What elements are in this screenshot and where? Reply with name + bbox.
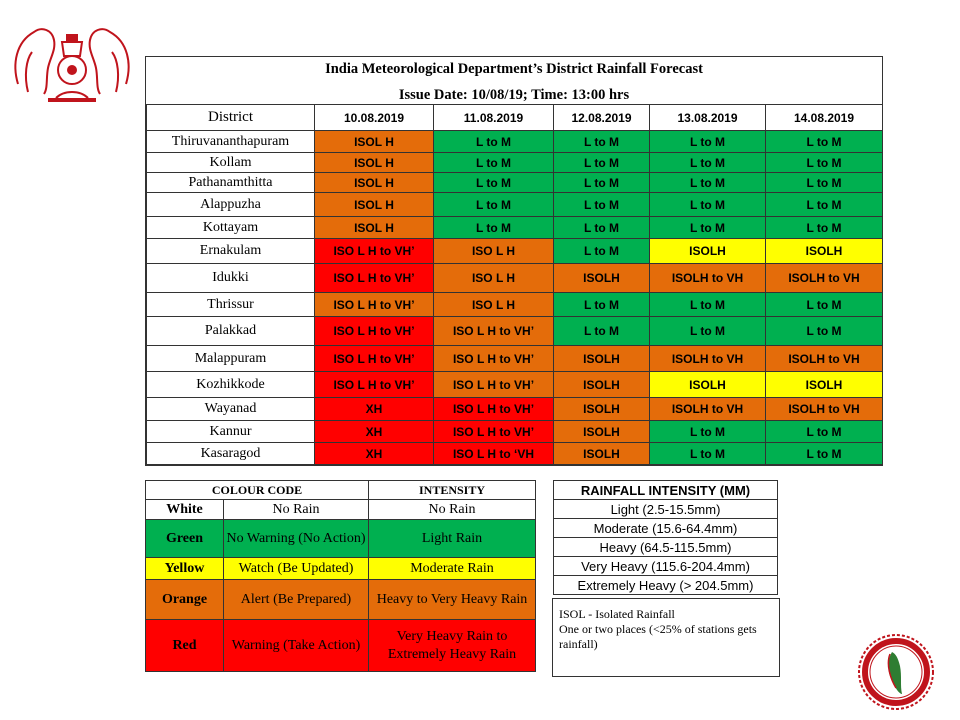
forecast-cell: L to M: [554, 131, 650, 153]
intensity-header: INTENSITY: [369, 481, 536, 500]
forecast-title: India Meteorological Department’s District Rainfall Forecast: [325, 61, 703, 77]
issue-date-time: Issue Date: 10/08/19; Time: 13:00 hrs: [398, 87, 630, 103]
forecast-cell: L to M: [650, 443, 766, 465]
date-column-header: 12.08.2019: [554, 105, 650, 131]
forecast-cell: L to M: [434, 193, 554, 217]
forecast-cell: ISOLH: [650, 372, 766, 398]
forecast-cell: ISO L H: [434, 264, 554, 293]
district-row: [147, 293, 883, 317]
forecast-cell: L to M: [554, 317, 650, 346]
forecast-cell: L to M: [650, 173, 766, 193]
district-name: Wayanad: [147, 398, 315, 421]
colour-code-row: [146, 558, 536, 580]
colour-meaning: Watch (Be Updated): [224, 558, 369, 580]
district-row: [147, 239, 883, 264]
forecast-cell: ISO L H to VH’: [315, 346, 434, 372]
forecast-cell: ISOLH: [554, 421, 650, 443]
isol-note-line2: One or two places (<25% of stations gets rainfall): [559, 622, 757, 651]
forecast-cell: ISOLH: [554, 398, 650, 421]
rainfall-intensity-row: [554, 500, 778, 519]
colour-name: Orange: [146, 580, 224, 620]
forecast-cell: ISOLH: [650, 239, 766, 264]
colour-name: Green: [146, 520, 224, 558]
forecast-cell: ISOLH to VH: [650, 398, 766, 421]
district-row: [147, 443, 883, 465]
colour-code-table: [145, 480, 536, 672]
forecast-cell: L to M: [650, 131, 766, 153]
district-row: [147, 217, 883, 239]
rainfall-intensity-header: RAINFALL INTENSITY (MM): [554, 481, 778, 500]
forecast-cell: ISOL H: [315, 153, 434, 173]
forecast-cell: L to M: [434, 153, 554, 173]
isol-definition-note: [552, 598, 780, 677]
forecast-cell: L to M: [434, 173, 554, 193]
forecast-cell: ISOL H: [315, 193, 434, 217]
district-name: Alappuzha: [147, 193, 315, 217]
district-row: [147, 264, 883, 293]
forecast-cell: XH: [315, 421, 434, 443]
forecast-cell: L to M: [650, 153, 766, 173]
rainfall-intensity-table: [553, 480, 778, 595]
district-row: [147, 346, 883, 372]
forecast-cell: ISO L H to VH’: [434, 317, 554, 346]
colour-code-row: [146, 500, 536, 520]
colour-intensity: Very Heavy Rain to Extremely Heavy Rain: [369, 620, 536, 672]
isol-note-line1: ISOL - Isolated Rainfall: [559, 607, 675, 621]
forecast-cell: ISO L H to VH’: [434, 421, 554, 443]
district-name: Ernakulam: [147, 239, 315, 264]
forecast-cell: L to M: [766, 421, 883, 443]
forecast-cell: ISO L H to VH’: [434, 372, 554, 398]
forecast-cell: L to M: [554, 217, 650, 239]
district-column-header: District: [147, 105, 315, 131]
district-name: Kottayam: [147, 217, 315, 239]
district-name: Kasaragod: [147, 443, 315, 465]
forecast-cell: ISOL H: [315, 217, 434, 239]
forecast-cell: L to M: [650, 193, 766, 217]
ksdma-logo-icon: [856, 632, 936, 712]
forecast-cell: L to M: [766, 443, 883, 465]
colour-name: Red: [146, 620, 224, 672]
forecast-cell: ISO L H to VH’: [315, 317, 434, 346]
district-name: Kannur: [147, 421, 315, 443]
rainfall-intensity-range: Light (2.5-15.5mm): [554, 500, 778, 519]
district-row: [147, 193, 883, 217]
forecast-cell: L to M: [554, 173, 650, 193]
forecast-cell: L to M: [766, 217, 883, 239]
forecast-cell: ISOLH: [554, 264, 650, 293]
date-column-header: 13.08.2019: [650, 105, 766, 131]
colour-code-row: [146, 620, 536, 672]
forecast-cell: ISO L H to VH’: [315, 239, 434, 264]
district-row: [147, 173, 883, 193]
district-row: [147, 317, 883, 346]
rainfall-intensity-range: Heavy (64.5-115.5mm): [554, 538, 778, 557]
district-row: [147, 421, 883, 443]
forecast-cell: ISO L H: [434, 239, 554, 264]
forecast-cell: XH: [315, 443, 434, 465]
forecast-cell: L to M: [434, 217, 554, 239]
forecast-cell: L to M: [766, 193, 883, 217]
forecast-cell: ISOLH: [766, 239, 883, 264]
forecast-cell: ISOLH to VH: [766, 346, 883, 372]
date-column-header: 10.08.2019: [315, 105, 434, 131]
forecast-cell: ISOLH to VH: [766, 398, 883, 421]
forecast-cell: ISO L H to VH’: [315, 264, 434, 293]
forecast-cell: L to M: [766, 173, 883, 193]
district-name: Palakkad: [147, 317, 315, 346]
forecast-cell: ISOL H: [315, 173, 434, 193]
forecast-cell: L to M: [650, 317, 766, 346]
colour-code-header: COLOUR CODE: [146, 481, 369, 500]
colour-meaning: No Warning (No Action): [224, 520, 369, 558]
colour-meaning: Warning (Take Action): [224, 620, 369, 672]
district-row: [147, 131, 883, 153]
forecast-cell: L to M: [650, 293, 766, 317]
date-column-header: 11.08.2019: [434, 105, 554, 131]
kerala-emblem-icon: [8, 14, 136, 106]
rainfall-intensity-header-row: [554, 481, 778, 500]
colour-name: Yellow: [146, 558, 224, 580]
forecast-cell: ISOLH: [554, 372, 650, 398]
rainfall-intensity-range: Very Heavy (115.6-204.4mm): [554, 557, 778, 576]
forecast-cell: XH: [315, 398, 434, 421]
forecast-cell: ISO L H to VH’: [434, 346, 554, 372]
forecast-cell: ISOLH to VH: [650, 264, 766, 293]
colour-code-row: [146, 580, 536, 620]
forecast-cell: L to M: [554, 153, 650, 173]
forecast-cell: ISOLH: [554, 443, 650, 465]
forecast-cell: L to M: [650, 217, 766, 239]
forecast-cell: L to M: [766, 317, 883, 346]
district-name: Thiruvananthapuram: [147, 131, 315, 153]
date-column-header: 14.08.2019: [766, 105, 883, 131]
forecast-cell: L to M: [554, 293, 650, 317]
district-row: [147, 372, 883, 398]
forecast-cell: L to M: [554, 193, 650, 217]
forecast-cell: ISOL H: [315, 131, 434, 153]
rainfall-intensity-row: [554, 576, 778, 595]
colour-meaning: Alert (Be Prepared): [224, 580, 369, 620]
forecast-cell: ISO L H to VH’: [434, 398, 554, 421]
forecast-cell: L to M: [766, 153, 883, 173]
forecast-cell: ISOLH: [766, 372, 883, 398]
colour-intensity: Heavy to Very Heavy Rain: [369, 580, 536, 620]
district-name: Kozhikkode: [147, 372, 315, 398]
forecast-cell: L to M: [434, 131, 554, 153]
forecast-cell: ISO L H to ‘VH: [434, 443, 554, 465]
colour-intensity: No Rain: [369, 500, 536, 520]
rainfall-intensity-row: [554, 557, 778, 576]
district-name: Malappuram: [147, 346, 315, 372]
forecast-cell: ISO L H to VH’: [315, 293, 434, 317]
colour-code-header-row: [146, 481, 536, 500]
district-name: Idukki: [147, 264, 315, 293]
rainfall-intensity-row: [554, 538, 778, 557]
forecast-cell: L to M: [554, 239, 650, 264]
district-name: Thrissur: [147, 293, 315, 317]
forecast-cell: L to M: [766, 131, 883, 153]
forecast-cell: L to M: [650, 421, 766, 443]
rainfall-intensity-range: Extremely Heavy (> 204.5mm): [554, 576, 778, 595]
forecast-table: [146, 104, 883, 465]
colour-intensity: Moderate Rain: [369, 558, 536, 580]
rainfall-intensity-range: Moderate (15.6-64.4mm): [554, 519, 778, 538]
forecast-cell: ISO L H to VH’: [315, 372, 434, 398]
district-row: [147, 153, 883, 173]
district-name: Kollam: [147, 153, 315, 173]
forecast-cell: ISOLH to VH: [766, 264, 883, 293]
colour-meaning: No Rain: [224, 500, 369, 520]
colour-intensity: Light Rain: [369, 520, 536, 558]
forecast-cell: ISOLH: [554, 346, 650, 372]
colour-code-row: [146, 520, 536, 558]
forecast-cell: ISO L H: [434, 293, 554, 317]
colour-name: White: [146, 500, 224, 520]
forecast-cell: ISOLH to VH: [650, 346, 766, 372]
district-rainfall-forecast: [145, 56, 883, 466]
forecast-header-row: [147, 105, 883, 131]
forecast-cell: L to M: [766, 293, 883, 317]
district-name: Pathanamthitta: [147, 173, 315, 193]
district-row: [147, 398, 883, 421]
rainfall-intensity-row: [554, 519, 778, 538]
